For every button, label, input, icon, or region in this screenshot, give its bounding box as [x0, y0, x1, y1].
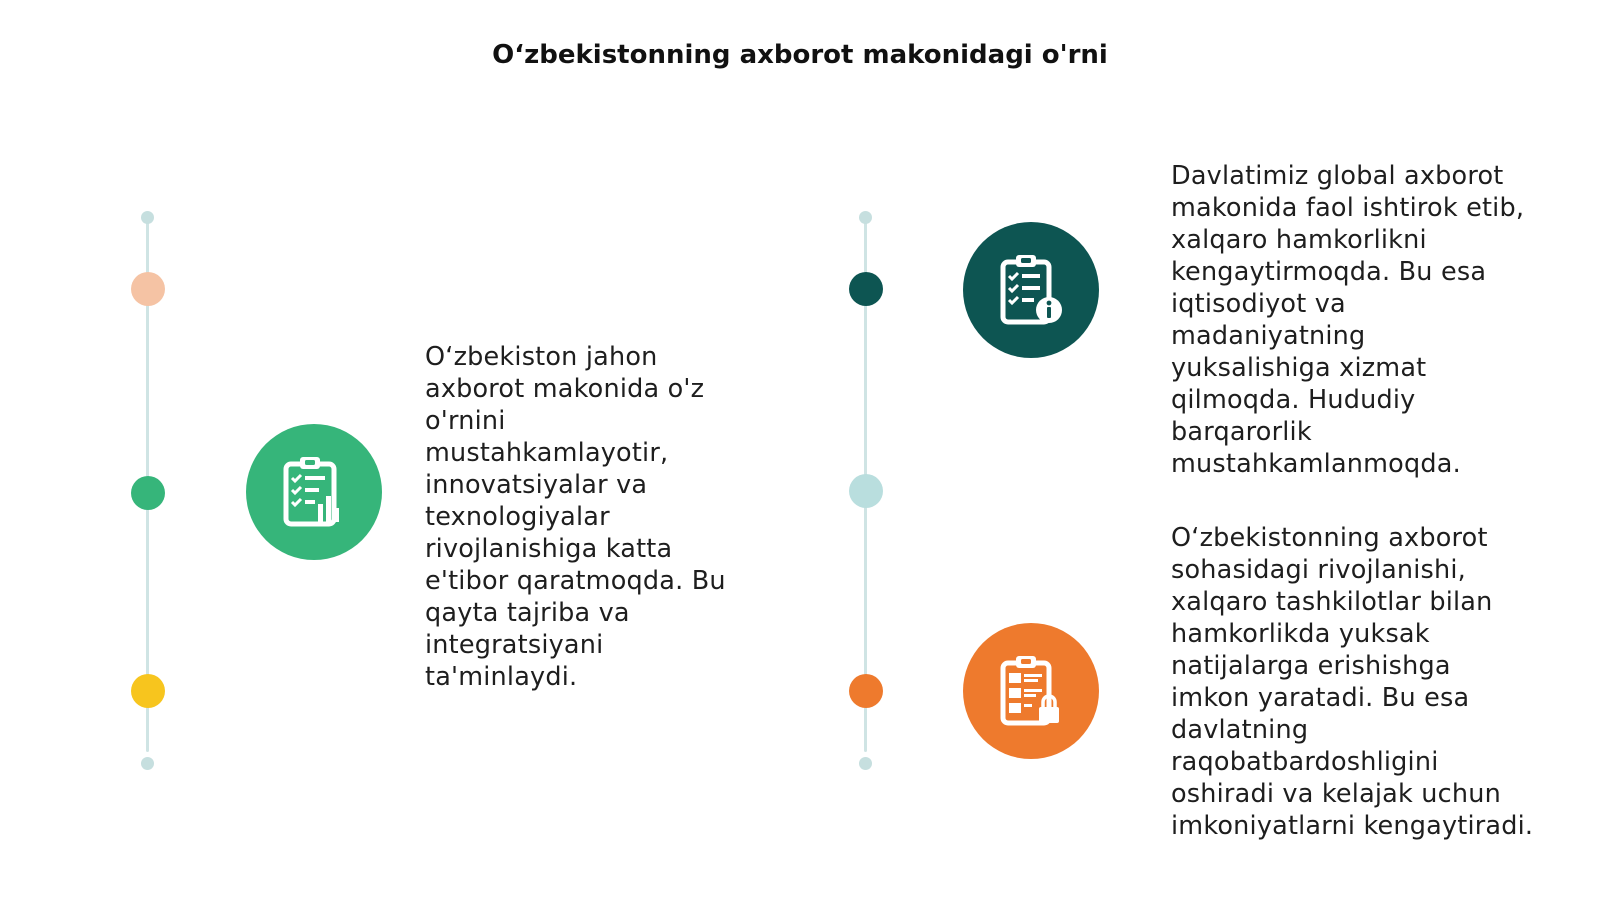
left-description: O‘zbekiston jahon axborot makonida o'z o'rnini mustahkamlayotir, innovatsiyalar va texnologiyalar rivojlanishiga katta e'tibor qaratmoqda. Bu qayta tajriba va integratsiyani ta'minlaydi. [425, 342, 726, 692]
left-timeline-green-dot [131, 476, 165, 510]
right-timeline-bottom-endpoint [859, 757, 872, 770]
left-timeline-top-endpoint [141, 211, 154, 224]
left-timeline-peach-dot [131, 272, 165, 306]
right-timeline-light-teal-dot [849, 474, 883, 508]
right-timeline-orange-dot [849, 674, 883, 708]
right-timeline-dark-teal-dot [849, 272, 883, 306]
right-timeline-top-endpoint [859, 211, 872, 224]
clipboard-lock-icon [963, 623, 1099, 759]
left-timeline-yellow-dot [131, 674, 165, 708]
left-timeline-bottom-endpoint [141, 757, 154, 770]
clipboard-chart-icon [246, 424, 382, 560]
page-title: O‘zbekistonning axborot makonidagi o'rni [492, 40, 1108, 70]
clipboard-info-icon [963, 222, 1099, 358]
right-top-description: Davlatimiz global axborot makonida faol ishtirok etib, xalqaro hamkorlikni kengaytirmoqda. Bu esa iqtisodiyot va madaniyatning yuksalishiga xizmat qilmoqda. Hududiy barqarorlik mustahkamlanmoqda. [1171, 161, 1525, 479]
right-bottom-description: O‘zbekistonning axborot sohasidagi rivojlanishi, xalqaro tashkilotlar bilan hamkorlikda yuksak natijalarga erishishga imkon yaratadi. Bu esa davlatning raqobatbardoshligini oshiradi va kelajak uchun imkoniyatlarni kengaytiradi. [1171, 523, 1534, 841]
